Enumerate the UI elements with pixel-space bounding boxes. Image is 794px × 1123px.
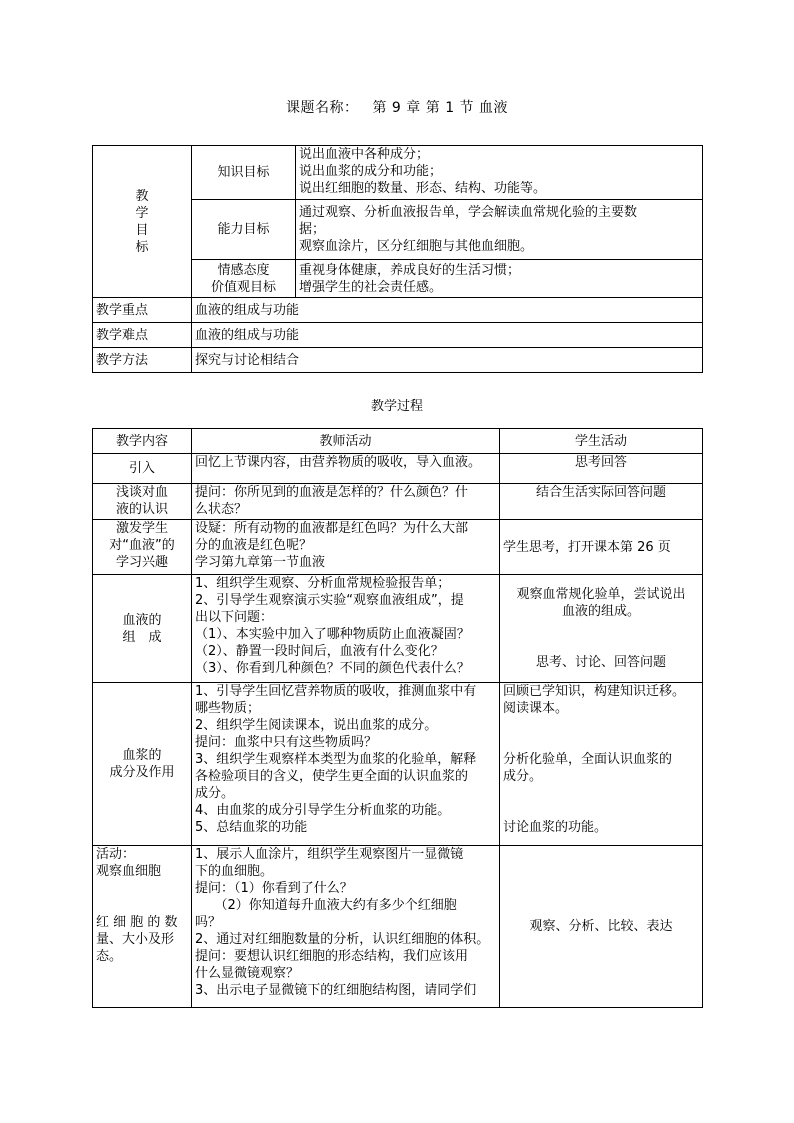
title-label: 课题名称： (285, 100, 359, 116)
title-chapter: 第 9 章 (372, 100, 421, 116)
row-interest-teacher: 设疑：所有动物的血液都是红色吗？为什么大部 分的血液是红色呢？ 学习第九章第一节血液 (192, 520, 500, 575)
row-blood-knowledge-content: 浅谈对血 液的认识 (93, 484, 192, 520)
ability-objective-text: 通过观察、分析血液报告单，学会解读血常规化验的主要数 据； 观察血涂片，区分红细胞与其他血细胞。 (296, 200, 703, 260)
objectives-group-label: 教 学 目 标 (93, 146, 192, 298)
process-table (92, 428, 703, 1008)
row-activity-student: 观察、分析、比较、表达 (500, 846, 703, 1008)
objectives-table (92, 145, 703, 373)
row-activity-teacher: 1、展示人血涂片，组织学生观察图片一显微镜 下的血细胞。 提问：（1）你看到了什么？ （2）你知道每升血液大约有多少个红细胞 吗？ 2、通过对红细胞数量的分析，认识红细胞的体积。 提问：要想认识红细胞的形态结构，我们应该用 什么显微镜观察？ 3、出示电子显微镜下的红细胞结构图，请同学们 (192, 846, 500, 1008)
method-value: 探究与讨论相结合 (192, 348, 703, 373)
attitude-objective-label: 情感态度 价值观目标 (192, 260, 296, 298)
row-intro-content: 引入 (93, 454, 192, 484)
row-intro-student: 思考回答 (500, 454, 703, 484)
row-blood-knowledge-student: 结合生活实际回答问题 (500, 484, 703, 520)
page-title (0, 97, 794, 117)
row-plasma-teacher: 1、引导学生回忆营养物质的吸收，推测血浆中有 哪些物质； 2、组织学生阅读课本，说出血浆的成分。 提问：血浆中只有这些物质吗？ 3、组织学生观察样本类型为血浆的化验单，解释 各检验项目的含义，使学生更全面的认识血浆的 成分。 4、由血浆的成分引导学生分析血浆的功能。 5、总结血浆的功能 (192, 683, 500, 846)
row-interest-content: 激发学生 对“血液”的 学习兴趣 (93, 520, 192, 575)
header-student: 学生活动 (500, 429, 703, 454)
row-composition-content: 血液的 组 成 (93, 575, 192, 683)
title-section: 第 1 节 (425, 100, 475, 116)
knowledge-objective-label: 知识目标 (192, 146, 296, 200)
attitude-objective-text: 重视身体健康，养成良好的生活习惯； 增强学生的社会责任感。 (296, 260, 703, 298)
row-interest-student: 学生思考，打开课本第 26 页 (500, 520, 703, 575)
row-blood-knowledge-teacher: 提问：你所见到的血液是怎样的？什么颜色？什 么状态？ (192, 484, 500, 520)
header-content: 教学内容 (93, 429, 192, 454)
row-plasma-student: 回顾已学知识，构建知识迁移。 阅读课本。 分析化验单，全面认识血浆的 成分。 讨论血浆的功能。 (500, 683, 703, 846)
process-section-title: 教学过程 (370, 399, 423, 414)
key-point-value: 血液的组成与功能 (192, 298, 703, 323)
row-composition-teacher: 1、组织学生观察、分析血常规检验报告单； 2、引导学生观察演示实验“观察血液组成”，提 出以下问题： （1）、本实验中加入了哪种物质防止血液凝固？ （2）、静置一段时间后，血液有什么变化？ （3）、你看到几种颜色？不同的颜色代表什么？ (192, 575, 500, 683)
difficulty-label: 教学难点 (93, 323, 192, 348)
row-activity-content: 活动： 观察血细胞 红 细 胞 的 数 量、大小及形 态。 (93, 846, 192, 1008)
method-label: 教学方法 (93, 348, 192, 373)
header-teacher: 教师活动 (192, 429, 500, 454)
row-intro-teacher: 回忆上节课内容，由营养物质的吸收，导入血液。 (192, 454, 500, 484)
key-point-label: 教学重点 (93, 298, 192, 323)
ability-objective-label: 能力目标 (192, 200, 296, 260)
title-topic: 血液 (479, 100, 509, 116)
knowledge-objective-text: 说出血液中各种成分； 说出血浆的成分和功能； 说出红细胞的数量、形态、结构、功能等。 (296, 146, 703, 200)
row-plasma-content: 血浆的 成分及作用 (93, 683, 192, 846)
row-composition-student: 观察血常规化验单，尝试说出 血液的组成。 思考、讨论、回答问题 (500, 575, 703, 683)
difficulty-value: 血液的组成与功能 (192, 323, 703, 348)
